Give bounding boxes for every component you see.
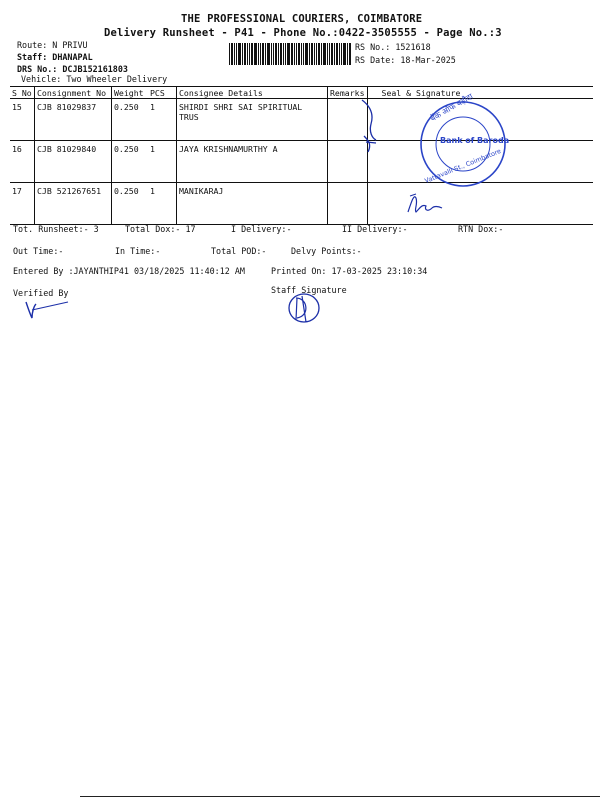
total-dox: Total Dox:- 17: [125, 224, 196, 234]
barcode-bar: [305, 43, 308, 65]
staff-info: Staff: DHANAPAL: [17, 52, 93, 62]
barcode-bar: [267, 43, 270, 65]
drs-number: DRS No.: DCJB152161803: [17, 64, 128, 74]
staff-signature-mark: [282, 290, 326, 326]
barcode-bar: [311, 43, 313, 65]
barcode-bar: [336, 43, 338, 65]
barcode-bar: [251, 43, 253, 65]
total-pod: Total POD:-: [211, 246, 267, 256]
barcode-bar: [298, 43, 300, 65]
remarks-handwritten-mark: [352, 96, 392, 156]
receiver-signature: [404, 190, 448, 218]
col-sno: S No: [10, 87, 35, 99]
vehicle-info: Vehicle: Two Wheeler Delivery: [21, 74, 168, 84]
barcode-bar: [291, 43, 293, 65]
barcode-bar: [301, 43, 302, 65]
barcode-bar: [339, 43, 340, 65]
cell-remarks: [328, 183, 368, 225]
rs-number: RS No.: 1521618: [355, 42, 431, 52]
verified-by-label: Verified By: [13, 288, 69, 298]
barcode-bar: [285, 43, 286, 65]
barcode-bar: [347, 43, 348, 65]
barcode-bar: [260, 43, 261, 65]
barcode: [229, 43, 352, 65]
cell-sno: 16: [10, 141, 35, 183]
barcode-bar: [318, 43, 320, 65]
cell-consignee: MANIKARAJ: [177, 183, 328, 225]
barcode-bar: [262, 43, 264, 65]
barcode-bar: [321, 43, 322, 65]
cell-pcs: 1: [148, 183, 177, 225]
barcode-bar: [329, 43, 330, 65]
cell-weight: 0.250: [112, 141, 149, 183]
barcode-bar: [254, 43, 257, 65]
barcode-bar: [258, 43, 259, 65]
cell-sno: 15: [10, 99, 35, 141]
barcode-bar: [327, 43, 328, 65]
barcode-bar: [265, 43, 266, 65]
stamp-ring-text: Bank of Baroda: [440, 136, 510, 145]
cell-consignment: CJB 521267651: [35, 183, 112, 225]
barcode-bar: [271, 43, 272, 65]
barcode-bar: [275, 43, 277, 65]
barcode-bar: [309, 43, 310, 65]
barcode-bar: [244, 43, 246, 65]
barcode-bar: [294, 43, 295, 65]
stamp-bottom-text: Vattavalli St., Coimbatore: [423, 147, 503, 185]
barcode-bar: [278, 43, 279, 65]
route-info: Route: N PRIVU: [17, 40, 88, 50]
col-consignment: Consignment No: [35, 87, 112, 99]
barcode-bar: [349, 43, 351, 65]
barcode-bar: [236, 43, 237, 65]
printed-on: Printed On: 17-03-2025 23:10:34: [271, 266, 428, 276]
barcode-bar: [283, 43, 284, 65]
barcode-bar: [229, 43, 230, 65]
barcode-bar: [280, 43, 282, 65]
entered-by: Entered By :JAYANTHIP41 03/18/2025 11:40:12 AM: [13, 266, 245, 276]
barcode-bar: [334, 43, 335, 65]
verified-by-signature: [22, 296, 72, 322]
barcode-bar: [247, 43, 248, 65]
cell-consignee: JAYA KRISHNAMURTHY A: [177, 141, 328, 183]
barcode-bar: [273, 43, 274, 65]
cell-pcs: 1: [148, 99, 177, 141]
company-title: THE PROFESSIONAL COURIERS, COIMBATORE: [181, 13, 423, 25]
barcode-bar: [316, 43, 317, 65]
barcode-bar: [231, 43, 233, 65]
out-time: Out Time:-: [13, 246, 64, 256]
cell-consignee: SHIRDI SHRI SAI SPIRITUAL TRUS: [177, 99, 328, 141]
col-weight: Weight: [112, 87, 149, 99]
table-header-row: [10, 87, 593, 99]
col-remarks: Remarks: [328, 87, 368, 99]
stamp-top-text: बैंक ऑफ बड़ौदा: [428, 91, 475, 124]
barcode-bar: [343, 43, 346, 65]
barcode-bar: [249, 43, 250, 65]
col-pcs: PCS: [148, 87, 177, 99]
cell-weight: 0.250: [112, 183, 149, 225]
cell-consignment: CJB 81029840: [35, 141, 112, 183]
barcode-bar: [234, 43, 235, 65]
bank-stamp: [416, 91, 510, 190]
barcode-bar: [323, 43, 326, 65]
col-seal-signature: Seal & Signature: [367, 87, 593, 99]
cell-weight: 0.250: [112, 99, 149, 141]
page-bottom-edge: [80, 796, 600, 797]
rtn-dox: RTN Dox:-: [458, 224, 504, 234]
tot-runsheet: Tot. Runsheet:- 3: [13, 224, 99, 234]
ii-delivery: II Delivery:-: [342, 224, 408, 234]
col-consignee: Consignee Details: [177, 87, 328, 99]
cell-pcs: 1: [148, 141, 177, 183]
in-time: In Time:-: [115, 246, 161, 256]
barcode-bar: [341, 43, 342, 65]
barcode-bar: [238, 43, 241, 65]
barcode-bar: [303, 43, 304, 65]
barcode-bar: [296, 43, 297, 65]
barcode-bar: [242, 43, 243, 65]
runsheet-subtitle: Delivery Runsheet - P41 - Phone No.:0422-3505555 - Page No.:3: [104, 27, 502, 39]
barcode-bar: [331, 43, 333, 65]
cell-sno: 17: [10, 183, 35, 225]
i-delivery: I Delivery:-: [231, 224, 292, 234]
rs-date: RS Date: 18-Mar-2025: [355, 55, 456, 65]
barcode-bar: [287, 43, 290, 65]
delvy-points: Delvy Points:-: [291, 246, 362, 256]
barcode-bar: [314, 43, 315, 65]
staff-signature-label: Staff Signature: [271, 285, 347, 295]
cell-consignment: CJB 81029837: [35, 99, 112, 141]
